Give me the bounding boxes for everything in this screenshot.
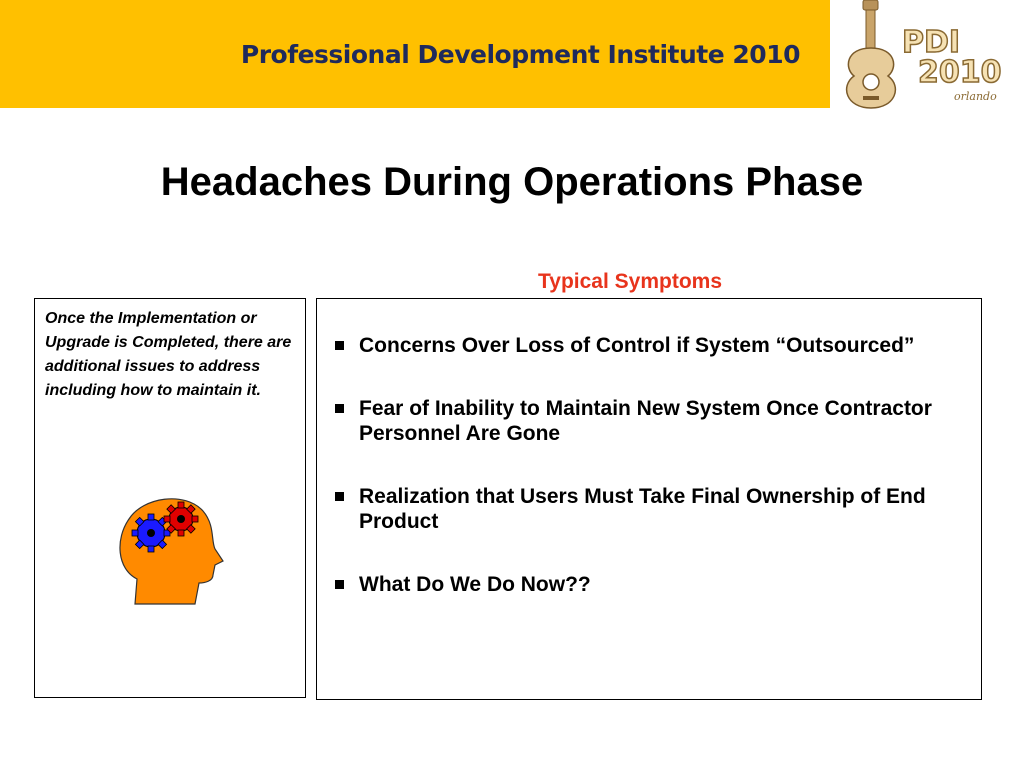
slide-title: Headaches During Operations Phase [160,160,864,204]
logo-text-2010: 2010 [918,55,1002,90]
pdi-logo [836,0,1016,110]
square-bullet-icon [335,580,344,589]
logo-text-script: orlando [954,90,997,103]
head-with-gears-icon [115,489,225,609]
left-panel [34,298,306,698]
bullet-text: Fear of Inability to Maintain New System Once Contractor Personnel Are Gone [359,397,932,445]
typical-symptoms-heading: Typical Symptoms [538,270,722,293]
list-item [335,484,975,534]
right-panel [316,298,982,700]
guitar-logo-icon [847,0,896,108]
square-bullet-icon [335,341,344,350]
bullet-text: What Do We Do Now?? [359,573,591,596]
symptoms-list [335,333,975,635]
square-bullet-icon [335,404,344,413]
list-item [335,572,975,597]
list-item [335,396,975,446]
bullet-text: Realization that Users Must Take Final Ownership of End Product [359,485,926,533]
logo-text-pdi: PDI [902,25,961,60]
square-bullet-icon [335,492,344,501]
bullet-text: Concerns Over Loss of Control if System “Outsourced” [359,334,915,357]
list-item [335,333,975,358]
left-panel-text: Once the Implementation or Upgrade is Completed, there are additional issues to address including how to maintain it. [45,310,292,399]
header-title: Professional Development Institute 2010 [240,39,800,69]
